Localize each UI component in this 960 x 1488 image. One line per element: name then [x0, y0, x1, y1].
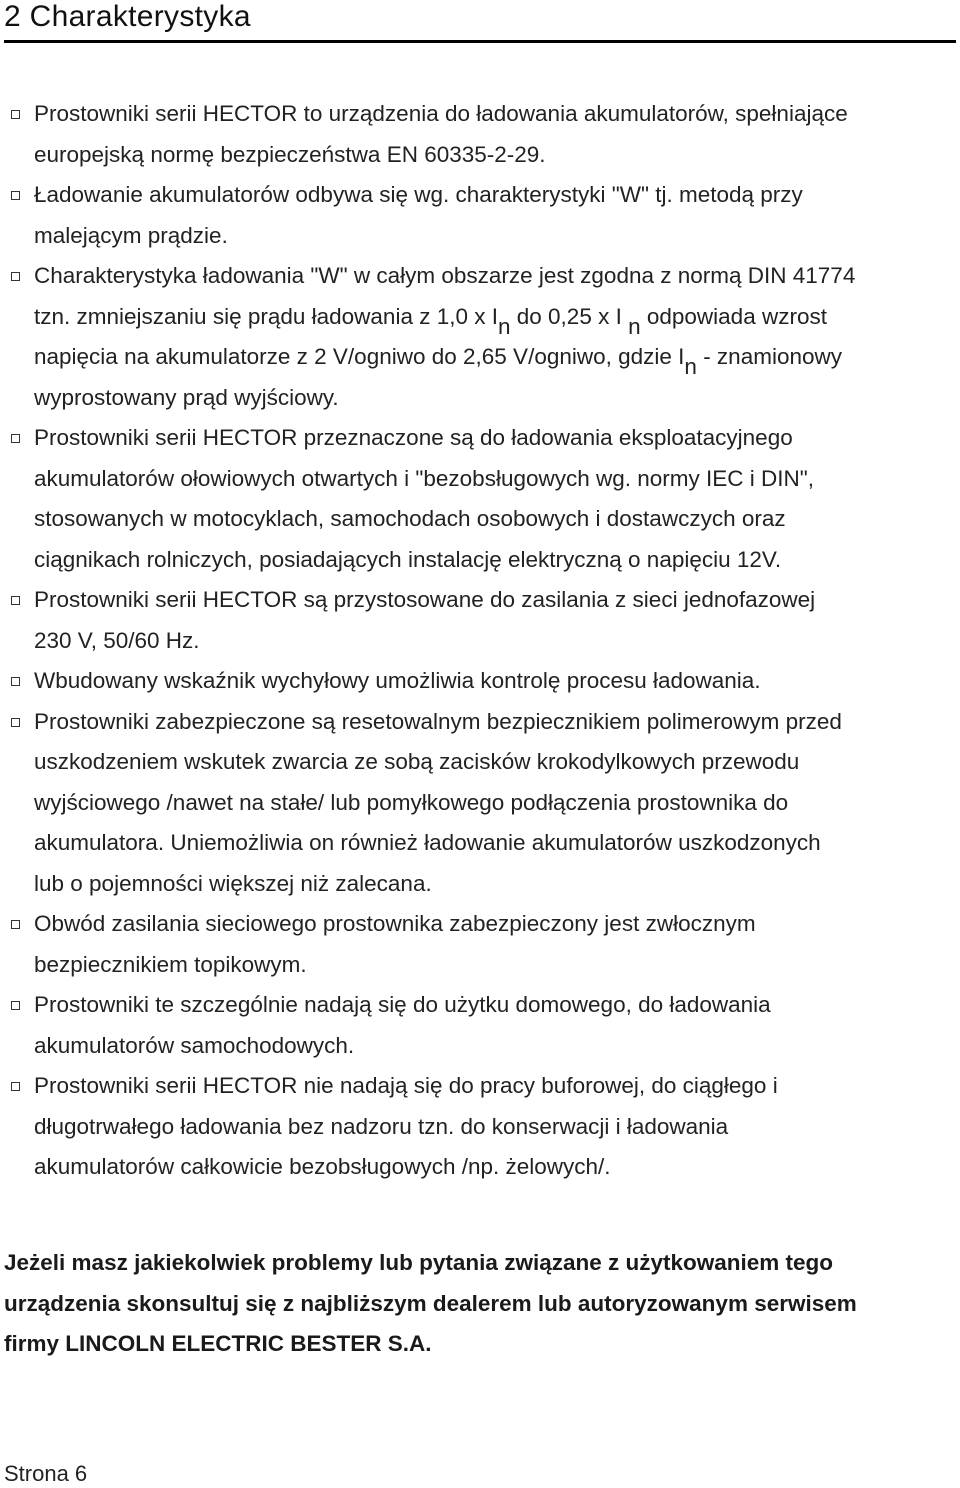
- feature-text: Wbudowany wskaźnik wychyłowy umożliwia kontrolę procesu ładowania.: [34, 668, 761, 693]
- feature-text: Prostowniki zabezpieczone są resetowalnym bezpiecznikiem polimerowym przed uszkodzeniem wskutek zwarcia ze sobą zacisków krokodylkowych przewodu wyjściowego /nawet na stałe/ lub pomyłkowego podłączenia prostownika do akumulatora. Uniemożliwia on również ładowanie akumulatorów uszkodzonych lub o pojemności większej niż zalecana.: [34, 708, 842, 896]
- feature-item: [0, 418, 960, 580]
- feature-item: [0, 702, 960, 905]
- checkbox-bullet-icon: [11, 110, 20, 119]
- checkbox-bullet-icon: [11, 1001, 20, 1010]
- feature-text-part: do 0,25 x I: [510, 303, 629, 329]
- feature-text: Prostowniki serii HECTOR są przystosowane do zasilania z sieci jednofazowej 230 V, 50/60 Hz.: [34, 587, 816, 653]
- checkbox-bullet-icon: [11, 191, 20, 200]
- feature-text: Prostowniki serii HECTOR przeznaczone są do ładowania eksploatacyjnego akumulatorów ołowiowych otwartych i "bezobsługowych wg. normy IEC i DIN", stosowanych w motocyklach, samochodach osobowych i dostawczych oraz ciągnikach rolniczych, posiadających instalację elektryczną o napięciu 12V.: [34, 425, 815, 572]
- subscript-n: n: [498, 313, 511, 339]
- feature-text: Prostowniki te szczególnie nadają się do użytku domowego, do ładowania akumulatorów samochodowych.: [34, 992, 771, 1058]
- feature-text: [34, 263, 855, 410]
- checkbox-bullet-icon: [11, 1082, 20, 1091]
- page-number: Strona 6: [4, 1461, 88, 1486]
- feature-text: Prostowniki serii HECTOR nie nadają się do pracy buforowej, do ciągłego i długotrwałego ładowania bez nadzoru tzn. do konserwacji i ładowania akumulatorów całkowicie bezobsługowych /np. żelowych/.: [34, 1073, 778, 1179]
- checkbox-bullet-icon: [11, 596, 20, 605]
- subscript-n: n: [628, 313, 641, 339]
- feature-list: [0, 94, 960, 1188]
- feature-text-part: odpowiada wzrost napięcia na akumulatorze z 2 V/ogniwo do 2,65 V/ogniwo, gdzie I: [34, 303, 827, 369]
- feature-text: Prostowniki serii HECTOR to urządzenia do ładowania akumulatorów, spełniające europejską normę bezpieczeństwa EN 60335-2-29.: [34, 101, 848, 167]
- feature-item: [0, 1066, 960, 1188]
- heading-divider: [4, 40, 956, 43]
- feature-text-part: - znamionowy wyprostowany prąd wyjściowy.: [34, 344, 842, 410]
- feature-item: [0, 661, 960, 702]
- checkbox-bullet-icon: [11, 718, 20, 727]
- checkbox-bullet-icon: [11, 272, 20, 281]
- support-notice: Jeżeli masz jakiekolwiek problemy lub pytania związane z użytkowaniem tego urządzenia skonsultuj się z najbliższym dealerem lub autoryzowanym serwisem firmy LINCOLN ELECTRIC BESTER S.A.: [4, 1250, 857, 1356]
- section-heading: 2 Charakterystyka: [4, 0, 251, 33]
- feature-item: [0, 175, 960, 256]
- feature-item: [0, 256, 960, 418]
- feature-item: [0, 94, 960, 175]
- feature-item: [0, 904, 960, 985]
- checkbox-bullet-icon: [11, 920, 20, 929]
- feature-text-part: Charakterystyka ładowania "W" w całym obszarze jest zgodna z normą DIN 41774 tzn. zmniejszaniu się prądu ładowania z 1,0 x I: [34, 263, 856, 329]
- feature-item: [0, 985, 960, 1066]
- feature-text: Ładowanie akumulatorów odbywa się wg. charakterystyki "W" tj. metodą przy malejącym prądzie.: [34, 182, 803, 248]
- feature-text: Obwód zasilania sieciowego prostownika zabezpieczony jest zwłocznym bezpiecznikiem topikowym.: [34, 911, 756, 977]
- checkbox-bullet-icon: [11, 434, 20, 443]
- checkbox-bullet-icon: [11, 677, 20, 686]
- feature-item: [0, 580, 960, 661]
- subscript-n: n: [684, 354, 697, 379]
